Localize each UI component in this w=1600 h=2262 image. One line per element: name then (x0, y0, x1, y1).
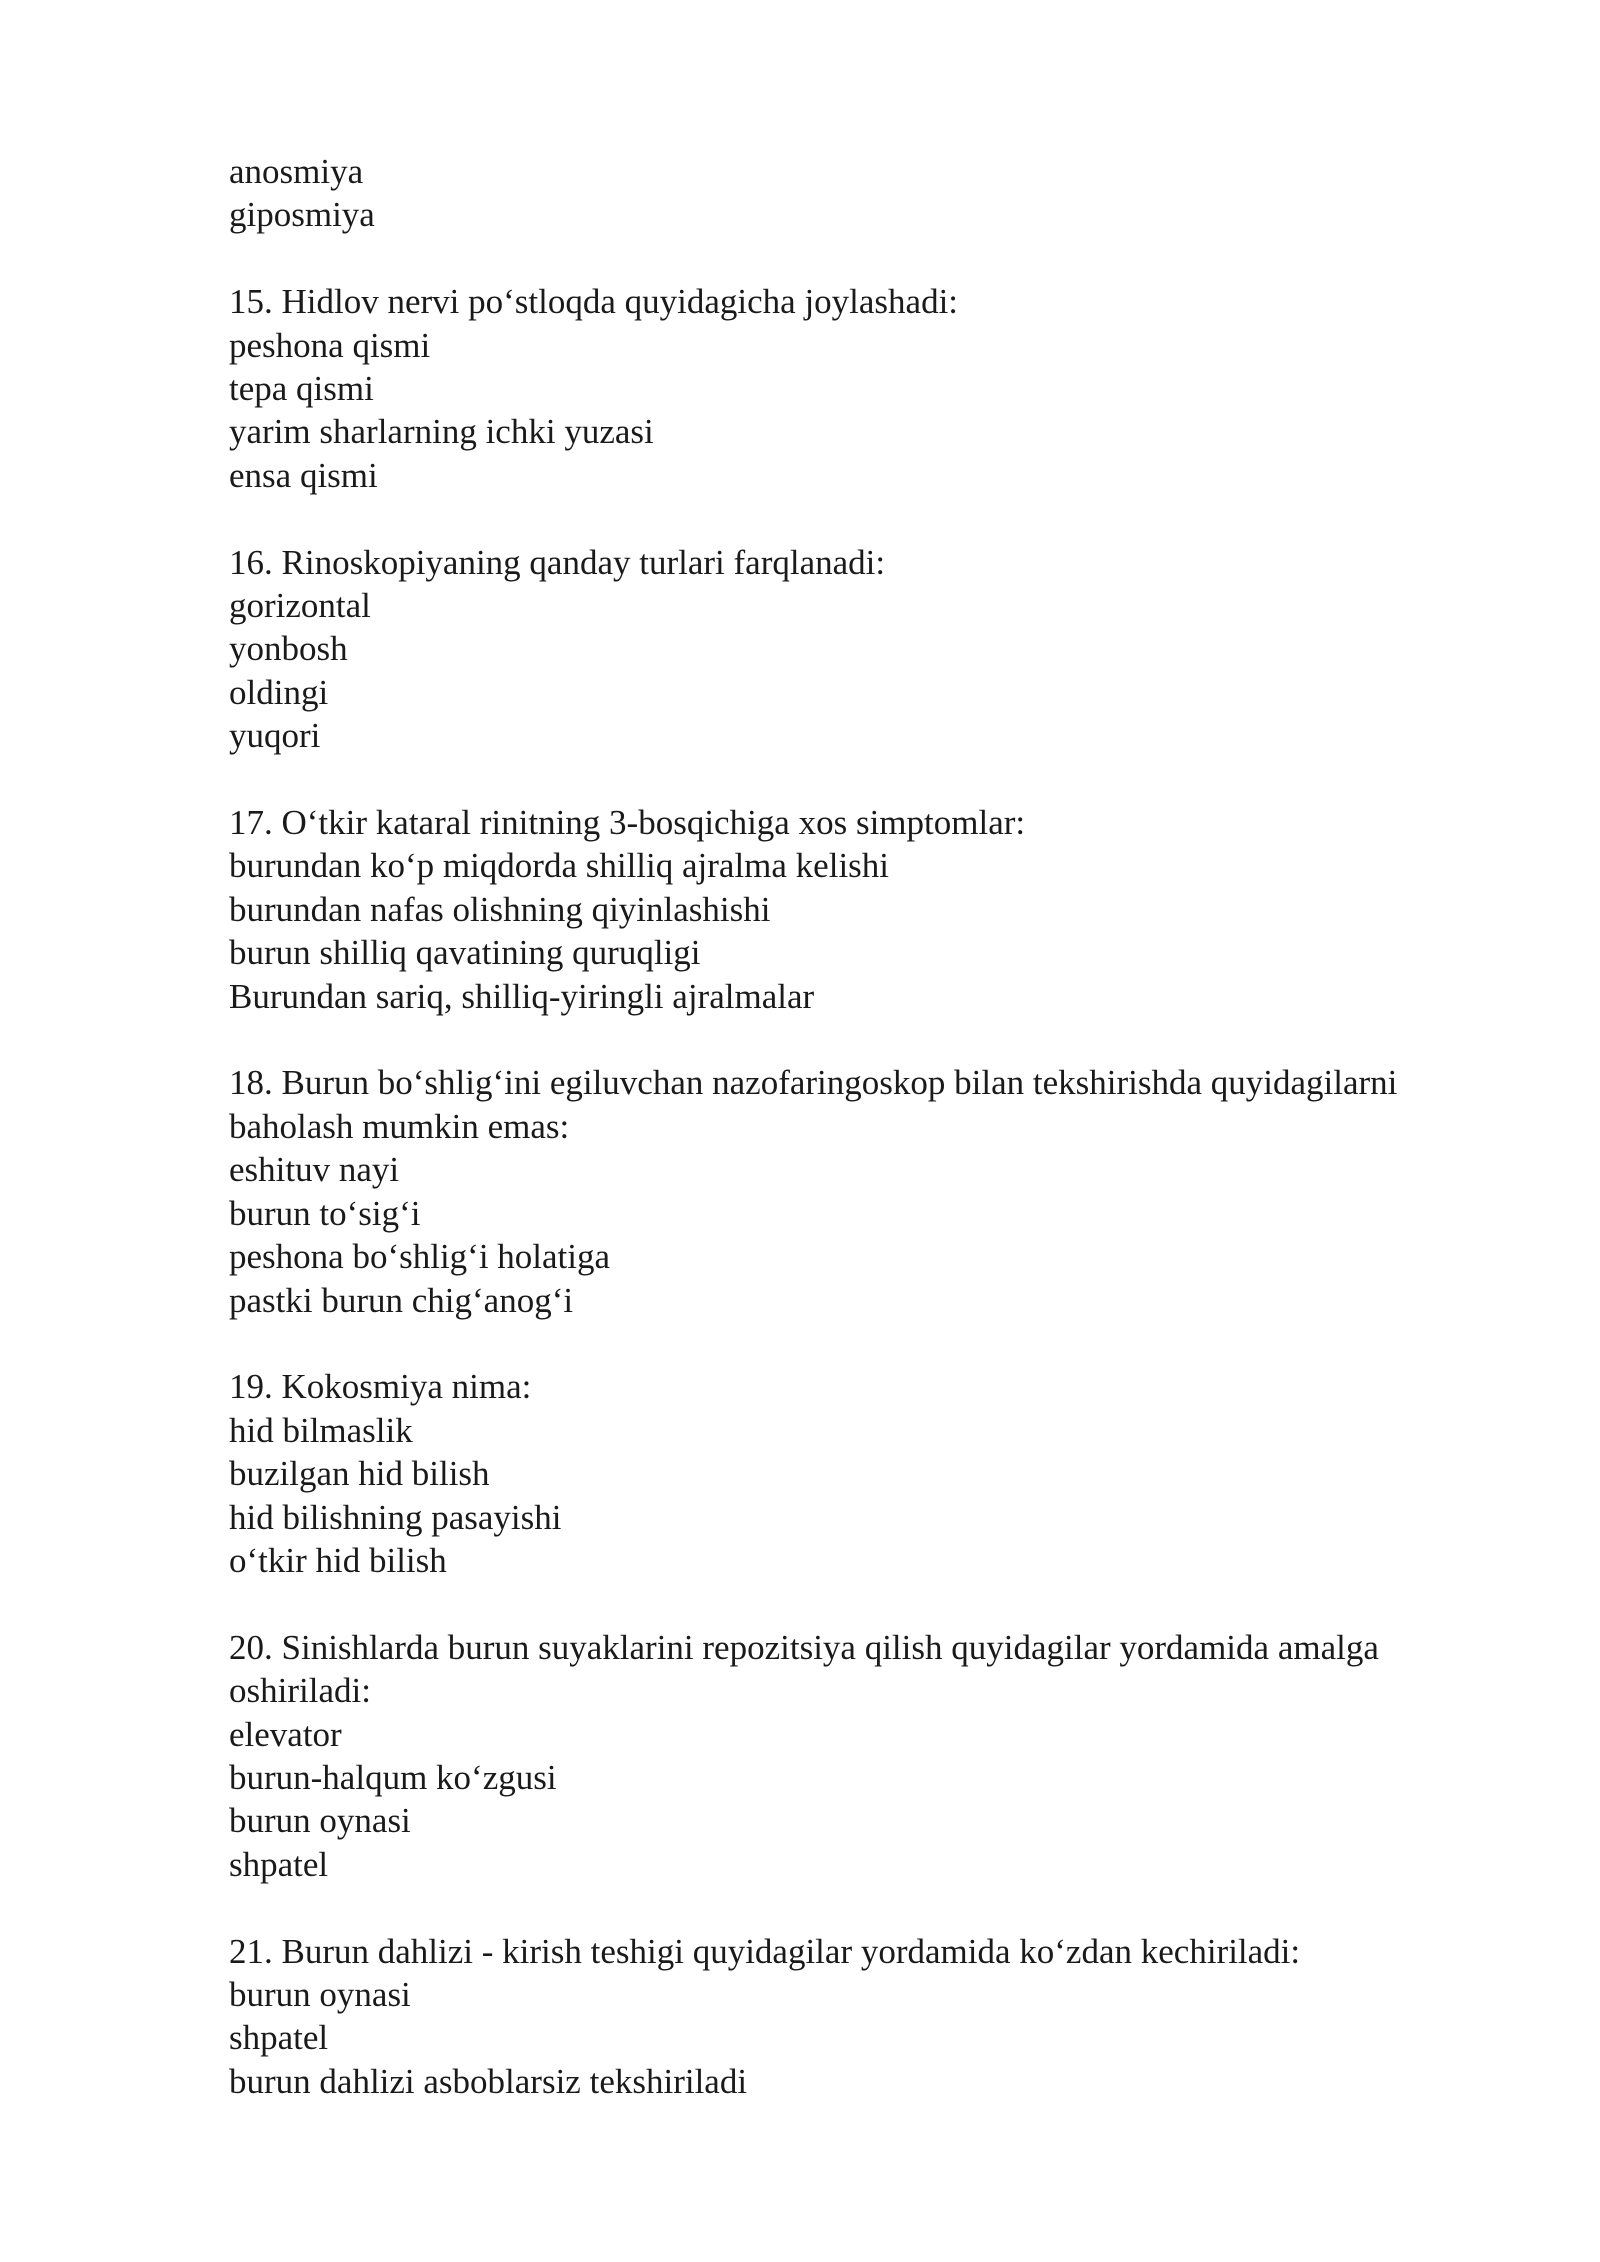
question-text: 20. Sinishlarda burun suyaklarini repozitsiya qilish quyidagilar yordamida amalga (229, 1627, 1379, 1667)
option-text: eshituv nayi (229, 1150, 400, 1190)
option-text: ensa qismi (229, 455, 378, 495)
option-text: peshona qismi (229, 325, 431, 365)
question-text: 16. Rinoskopiyaning qanday turlari farqlanadi: (229, 542, 886, 582)
option-text: burun oynasi (229, 1974, 411, 2014)
option-text: burundan nafas olishning qiyinlashishi (229, 889, 771, 929)
question-block (229, 541, 1529, 758)
question-text: 18. Burun bo‘shlig‘ini egiluvchan nazofaringoskop bilan tekshirishda quyidagilarni (229, 1063, 1398, 1103)
question-text: 17. O‘tkir kataral rinitning 3-bosqichiga xos simptomlar: (229, 803, 1026, 843)
document-page (229, 150, 1529, 2103)
option-text: giposmiya (229, 195, 375, 235)
option-text: burun shilliq qavatining quruqligi (229, 933, 701, 973)
option-text: Burundan sariq, shilliq-yiringli ajralmalar (229, 976, 815, 1016)
question-text-continued: oshiriladi: (229, 1671, 371, 1711)
option-text: hid bilmaslik (229, 1410, 413, 1450)
option-text: hid bilishning pasayishi (229, 1497, 562, 1537)
option-text: anosmiya (229, 152, 364, 191)
option-text: tepa qismi (229, 369, 374, 409)
option-text: burun-halqum ko‘zgusi (229, 1757, 557, 1797)
option-text: burun to‘sig‘i (229, 1193, 421, 1233)
question-text-continued: baholash mumkin emas: (229, 1106, 570, 1146)
option-text: burun oynasi (229, 1801, 411, 1841)
option-text: shpatel (229, 2018, 329, 2058)
option-text: elevator (229, 1714, 342, 1754)
option-text: buzilgan hid bilish (229, 1454, 490, 1494)
question-block (229, 1061, 1529, 1321)
option-text: shpatel (229, 1844, 329, 1884)
lead-options (229, 150, 1529, 237)
option-text: yarim sharlarning ichki yuzasi (229, 412, 654, 452)
question-block (229, 1626, 1529, 1886)
option-text: yonbosh (229, 629, 348, 669)
question-block (229, 1930, 1529, 2104)
question-text: 21. Burun dahlizi - kirish teshigi quyidagilar yordamida ko‘zdan kechiriladi: (229, 1931, 1301, 1971)
question-block (229, 801, 1529, 1018)
option-text: yuqori (229, 716, 321, 756)
question-block (229, 1365, 1529, 1582)
option-text: burun dahlizi asboblarsiz tekshiriladi (229, 2061, 748, 2101)
question-text: 19. Kokosmiya nima: (229, 1367, 532, 1407)
question-text: 15. Hidlov nervi po‘stloqda quyidagicha joylashadi: (229, 282, 959, 322)
option-text: oldingi (229, 672, 329, 712)
option-text: gorizontal (229, 586, 371, 626)
option-text: burundan ko‘p miqdorda shilliq ajralma kelishi (229, 846, 890, 886)
option-text: peshona bo‘shlig‘i holatiga (229, 1237, 611, 1277)
option-text: pastki burun chig‘anog‘i (229, 1280, 574, 1320)
question-block (229, 280, 1529, 497)
option-text: o‘tkir hid bilish (229, 1540, 447, 1580)
